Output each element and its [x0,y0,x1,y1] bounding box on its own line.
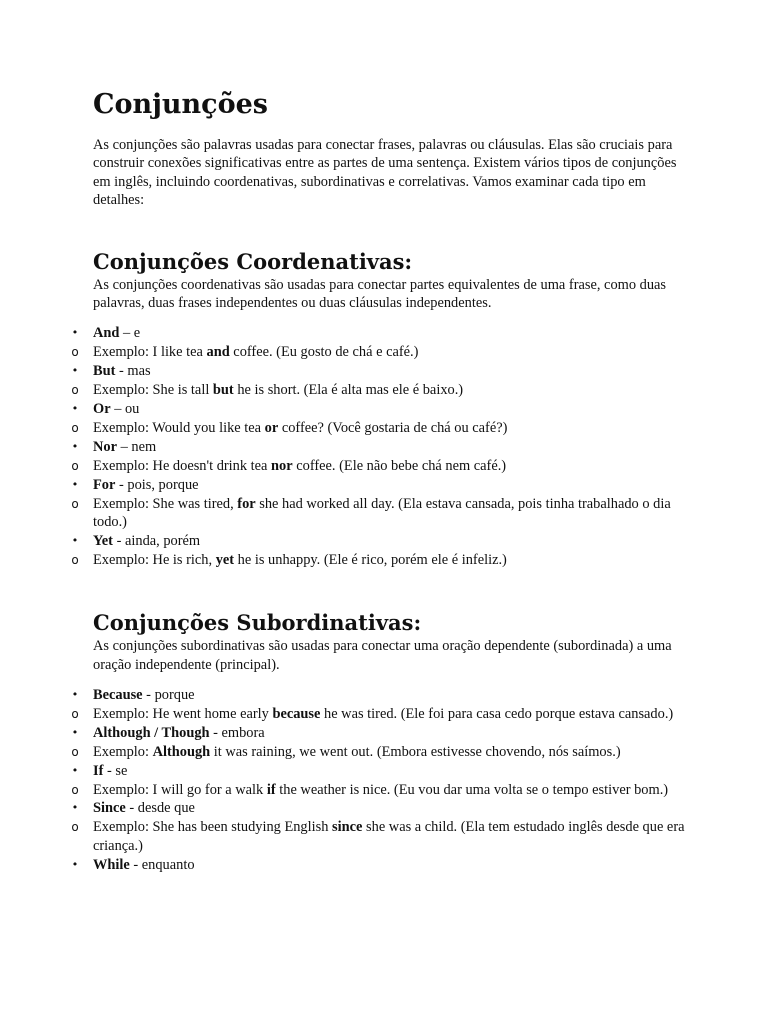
example-conjunction: but [212,382,234,399]
conjunction-word: If [93,762,104,779]
example-conjunction: and [206,344,230,361]
bullet-marker: • [71,533,79,547]
example-text-after: the weather is nice. (Eu vou dar uma volta se o tempo estiver bom.) [275,781,669,798]
example-text-before: Exemplo: She is tall [93,382,213,399]
example-text-before: Exemplo: He went home early [93,705,273,722]
conjunction-translation: enquanto [141,856,195,873]
example-text-after: coffee? (Você gostaria de chá ou café?) [278,419,508,436]
example-text-before: Exemplo: He doesn't drink tea [93,457,272,474]
example-text-before: Exemplo: She has been studying English [93,819,333,836]
example-item [71,818,693,855]
conjunction-item [71,856,693,874]
bullet-marker: • [71,477,79,491]
conjunction-translation: porque [154,687,195,704]
example-text-before: Exemplo: Would you like tea [93,419,265,436]
example-item [71,343,693,361]
conjunction-item [71,400,693,418]
example-item [71,419,693,437]
example-text-after: coffee. (Eu gosto de chá e café.) [229,344,419,361]
circle-marker: o [71,496,79,511]
conjunction-item [71,438,693,456]
example-text-after: it was raining, we went out. (Embora estivesse chovendo, nós saímos.) [210,743,621,760]
conjunction-item [71,324,693,342]
example-item [71,743,693,761]
example-conjunction: Although [152,743,211,760]
conjunction-item [71,799,693,817]
example-text-after: he is unhappy. (Ele é rico, porém ele é infeliz.) [234,551,507,568]
separator: - [209,724,222,741]
conjunction-word: For [93,476,116,493]
example-item [71,705,693,723]
conjunction-word: Although / Though [93,724,210,741]
example-text-after: he was tired. (Ele foi para casa cedo porque estava cansado.) [320,705,674,722]
circle-marker: o [71,744,79,759]
circle-marker: o [71,458,79,473]
circle-marker: o [71,383,79,398]
conjunction-item [71,476,693,494]
bullet-marker: • [71,688,79,702]
separator: – [116,438,132,455]
example-text-after: she had worked all day. (Ela estava cansada, pois tinha trabalhado o dia todo.) [93,495,671,530]
example-item [71,457,693,475]
conjunction-translation: nem [131,438,157,455]
separator: - [112,532,125,549]
conjunction-word: Or [93,401,111,418]
conjunction-item [71,532,693,550]
circle-marker: o [71,345,79,360]
bullet-marker: • [71,725,79,739]
circle-marker: o [71,420,79,435]
example-conjunction: if [266,781,276,798]
example-conjunction: because [272,705,321,722]
circle-marker: o [71,782,79,797]
example-text-after: she was a child. (Ela tem estudado inglês desde que era criança.) [93,819,685,854]
intro-paragraph: As conjunções são palavras usadas para conectar frases, palavras ou cláusulas. Elas são cruciais para construir conexões significativas entre as partes de uma sentença. Existem vários tipos de conjunções em inglês, incluindo coordenativas, subordinativas e correlativas. Vamos examinar cada tipo em detalhes: [93,137,677,209]
conjunction-word: Nor [93,438,117,455]
conjunction-word: And [93,325,120,342]
conjunction-translation: ou [124,401,140,418]
coordinating-list [71,324,693,569]
example-text-before: Exemplo: I like tea [93,344,207,361]
coordinating-section [71,248,693,570]
conjunction-translation: se [115,762,128,779]
separator: – [110,401,125,418]
conjunction-item [71,762,693,780]
example-item [71,381,693,399]
example-conjunction: since [332,819,363,836]
bullet-marker: • [71,801,79,815]
example-text-after: he is short. (Ela é alta mas ele é baixo.) [233,382,464,399]
bullet-marker: • [71,326,79,340]
separator: - [103,762,116,779]
conjunction-word: But [93,363,116,380]
subordinating-description: As conjunções subordinativas são usadas para conectar uma oração dependente (subordinada) a uma oração independente (principal). [93,638,672,673]
separator: - [129,856,142,873]
separator: – [119,325,134,342]
subordinating-list [71,686,693,874]
separator: - [142,687,155,704]
bullet-marker: • [71,763,79,777]
example-text-before: Exemplo: [93,743,153,760]
conjunction-word: Because [93,687,143,704]
bullet-marker: • [71,364,79,378]
example-conjunction: for [237,495,256,512]
conjunction-word: While [93,856,130,873]
circle-marker: o [71,820,79,835]
coordinating-description: As conjunções coordenativas são usadas para conectar partes equivalentes de uma frase, como duas palavras, duas frases independentes ou duas cláusulas independentes. [93,276,667,312]
example-item [71,781,693,799]
conjunction-translation: desde que [137,800,195,817]
bullet-marker: • [71,857,79,871]
conjunction-word: Since [93,800,126,817]
subordinating-heading: Conjunções Subordinativas: [93,610,422,636]
circle-marker: o [71,706,79,721]
conjunction-item [71,686,693,704]
example-text-after: coffee. (Ele não bebe chá nem café.) [292,457,507,474]
conjunction-translation: e [133,325,141,342]
conjunction-translation: embora [221,724,265,741]
conjunction-translation: ainda, porém [124,532,201,549]
example-conjunction: yet [215,551,235,568]
separator: - [115,363,128,380]
page-title: Conjunções [93,89,268,120]
conjunction-translation: mas [127,363,151,380]
conjunction-item [71,724,693,742]
subordinating-section [71,609,693,874]
conjunction-word: Yet [93,532,113,549]
conjunction-translation: pois, porque [127,476,199,493]
coordinating-heading: Conjunções Coordenativas: [93,248,413,274]
bullet-marker: • [71,439,79,453]
example-text-before: Exemplo: He is rich, [93,551,216,568]
example-item [71,495,693,532]
example-conjunction: or [264,419,279,436]
conjunction-item [71,362,693,380]
example-text-before: Exemplo: She was tired, [93,495,238,512]
bullet-marker: • [71,402,79,416]
example-text-before: Exemplo: I will go for a walk [93,781,267,798]
example-item [71,551,693,569]
circle-marker: o [71,552,79,567]
separator: - [115,476,128,493]
separator: - [125,800,138,817]
document-content [71,88,693,875]
example-conjunction: nor [271,457,293,474]
